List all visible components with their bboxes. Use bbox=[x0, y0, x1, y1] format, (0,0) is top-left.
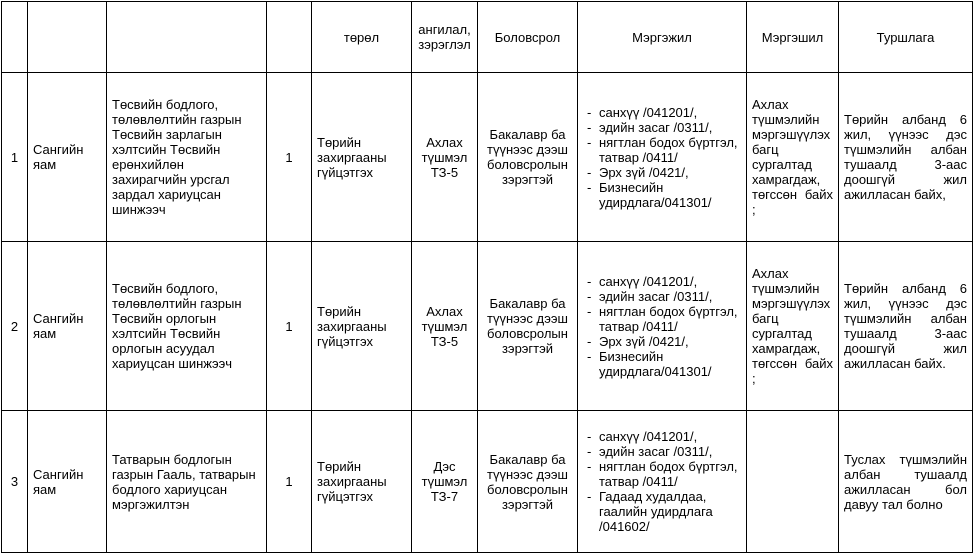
cell-org: Сангийн яам bbox=[28, 242, 107, 411]
profession-item: - Бизнесийн удирдлага/041301/ bbox=[583, 349, 741, 379]
cell-count: 1 bbox=[267, 242, 312, 411]
header-rank: ангилал, зэрэглэл bbox=[412, 2, 478, 73]
cell-type: Төрийн захиргааны гүйцэтгэх bbox=[312, 242, 412, 411]
header-education: Боловсрол bbox=[478, 2, 578, 73]
header-no bbox=[2, 2, 28, 73]
vacancy-table bbox=[1, 1, 973, 553]
profession-item: - Бизнесийн удирдлага/041301/ bbox=[583, 180, 741, 210]
profession-list bbox=[583, 274, 741, 379]
cell-education: Бакалавр ба түүнээс дээш боловсролын зэрэгтэй bbox=[478, 411, 578, 553]
cell-experience: Төрийн албанд 6 жил, үүнээс дэс түшмэлийн албан тушаалд 3-аас доошгүй жил ажилласан байх. bbox=[839, 242, 973, 411]
header-row bbox=[2, 2, 973, 73]
header-qualification: Мэргэшил bbox=[747, 2, 839, 73]
profession-item: - Эрх зүй /0421/, bbox=[583, 165, 741, 180]
cell-position: Татварын бодлогын газрын Гааль, татварын бодлого хариуцсан мэргэжилтэн bbox=[107, 411, 267, 553]
cell-rank: Дэс түшмэл ТЗ-7 bbox=[412, 411, 478, 553]
cell-rank: Ахлах түшмэл ТЗ-5 bbox=[412, 73, 478, 242]
cell-no: 3 bbox=[2, 411, 28, 553]
profession-item: - нягтлан бодох бүртгэл, татвар /0411/ bbox=[583, 459, 741, 489]
profession-item: - санхүү /041201/, bbox=[583, 429, 741, 444]
cell-type: Төрийн захиргааны гүйцэтгэх bbox=[312, 411, 412, 553]
profession-item: - нягтлан бодох бүртгэл, татвар /0411/ bbox=[583, 304, 741, 334]
cell-education: Бакалавр ба түүнээс дээш боловсролын зэрэгтэй bbox=[478, 242, 578, 411]
profession-item: - эдийн засаг /0311/, bbox=[583, 289, 741, 304]
header-org bbox=[28, 2, 107, 73]
cell-qualification: Ахлах түшмэлийн мэргэшүүлэх багц сургалтад хамрагдаж, төгссөн байх ; bbox=[747, 242, 839, 411]
header-position bbox=[107, 2, 267, 73]
profession-item: - нягтлан бодох бүртгэл, татвар /0411/ bbox=[583, 135, 741, 165]
table-row bbox=[2, 73, 973, 242]
header-experience: Туршлага bbox=[839, 2, 973, 73]
cell-no: 1 bbox=[2, 73, 28, 242]
cell-education: Бакалавр ба түүнээс дээш боловсролын зэрэгтэй bbox=[478, 73, 578, 242]
cell-profession bbox=[578, 411, 747, 553]
cell-qualification bbox=[747, 411, 839, 553]
cell-type: Төрийн захиргааны гүйцэтгэх bbox=[312, 73, 412, 242]
header-profession: Мэргэжил bbox=[578, 2, 747, 73]
cell-qualification: Ахлах түшмэлийн мэргэшүүлэх багц сургалтад хамрагдаж, төгссөн байх ; bbox=[747, 73, 839, 242]
cell-experience: Туслах түшмэлийн албан тушаалд ажилласан бол давуу тал болно bbox=[839, 411, 973, 553]
header-count bbox=[267, 2, 312, 73]
cell-experience: Төрийн албанд 6 жил, үүнээс дэс түшмэлийн албан тушаалд 3-аас доошгүй жил ажилласан байх, bbox=[839, 73, 973, 242]
cell-org: Сангийн яам bbox=[28, 411, 107, 553]
profession-item: - санхүү /041201/, bbox=[583, 105, 741, 120]
profession-item: - санхүү /041201/, bbox=[583, 274, 741, 289]
header-type: төрөл bbox=[312, 2, 412, 73]
cell-no: 2 bbox=[2, 242, 28, 411]
profession-item: - Гадаад худалдаа, гаалийн удирдлага /041602/ bbox=[583, 489, 741, 534]
cell-org: Сангийн яам bbox=[28, 73, 107, 242]
cell-count: 1 bbox=[267, 73, 312, 242]
cell-position: Төсвийн бодлого, төлөвлөлтийн газрын Төсвийн зарлагын хэлтсийн Төсвийн ерөнхийлөн захирагчийн урсгал зардал хариуцсан шинжээч bbox=[107, 73, 267, 242]
profession-list bbox=[583, 105, 741, 210]
profession-item: - эдийн засаг /0311/, bbox=[583, 444, 741, 459]
table-row bbox=[2, 242, 973, 411]
cell-profession bbox=[578, 73, 747, 242]
table-row bbox=[2, 411, 973, 553]
cell-count: 1 bbox=[267, 411, 312, 553]
profession-item: - Эрх зүй /0421/, bbox=[583, 334, 741, 349]
profession-list bbox=[583, 429, 741, 534]
profession-item: - эдийн засаг /0311/, bbox=[583, 120, 741, 135]
cell-position: Төсвийн бодлого, төлөвлөлтийн газрын Төсвийн орлогын хэлтсийн Төсвийн орлогын асуудал хариуцсан шинжээч bbox=[107, 242, 267, 411]
cell-profession bbox=[578, 242, 747, 411]
cell-rank: Ахлах түшмэл ТЗ-5 bbox=[412, 242, 478, 411]
